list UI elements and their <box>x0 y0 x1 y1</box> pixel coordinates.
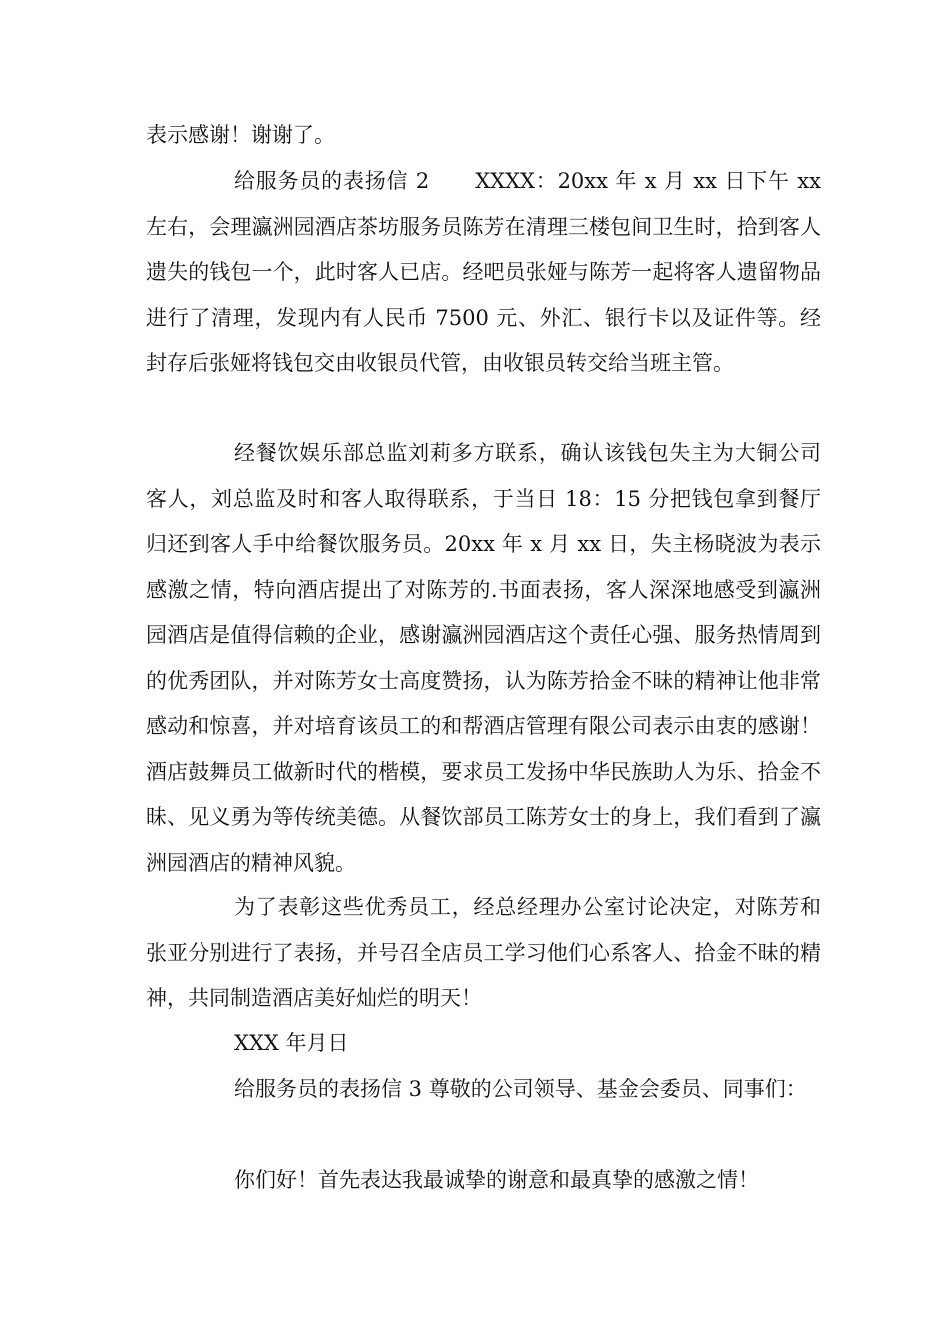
closing-fragment: 表示感谢！谢谢了。 <box>146 123 335 147</box>
letter3-opening: 给服务员的表扬信 3 尊敬的公司领导、基金会委员、同事们： <box>234 1077 807 1101</box>
letter2-body-block <box>146 431 821 886</box>
closing-fragment-block <box>146 113 821 159</box>
letter3-paragraph-1: 你们好！首先表达我最诚挚的谢意和最真挚的感激之情！ <box>234 1168 759 1192</box>
letter3-body-block <box>146 1158 821 1204</box>
letter2-signature-block <box>146 1021 821 1067</box>
letter3-opening-block <box>146 1067 821 1113</box>
letter2-paragraph-1 <box>146 159 821 387</box>
letter2-paragraph-3: 为了表彰这些优秀员工，经总经理办公室讨论决定，对陈芳和张亚分别进行了表扬，并号召全店员工学习他们心系客人、拾金不昧的精神，共同制造酒店美好灿烂的明天！ <box>146 895 821 1010</box>
letter2-paragraph-1-text: XXXX：20xx 年 x 月 xx 日下午 xx 左右，会理瀛洲园酒店茶坊服务员陈芳在清理三楼包间卫生时，拾到客人遗失的钱包一个，此时客人已店。经吧员张娅与陈芳一起将客人遗留物品进行了清理，发现内有人民币 7500 元、外汇、银行卡以及证件等。经封存后张娅将钱包交由收银员代管，由收银员转交给当班主管。 <box>146 169 821 375</box>
letter2-intro-block <box>146 159 821 387</box>
letter2-signature: XXX 年月日 <box>234 1031 349 1055</box>
letter2-heading: 给服务员的表扬信 2 <box>234 169 430 193</box>
letter2-paragraph-2: 经餐饮娱乐部总监刘莉多方联系，确认该钱包失主为大铜公司客人，刘总监及时和客人取得联系，于当日 18：15 分把钱包拿到餐厅归还到客人手中给餐饮服务员。20xx 年 x 月 xx 日，失主杨晓波为表示感激之情，特向酒店提出了对陈芳的.书面表扬，客人深深地感受到瀛洲园酒店是值得信赖的企业，感谢瀛洲园酒店这个责任心强、服务热情周到的优秀团队，并对陈芳女士高度赞扬，认为陈芳拾金不昧的精神让他非常感动和惊喜，并对培育该员工的和帮酒店管理有限公司表示由衷的感谢！酒店鼓舞员工做新时代的楷模，要求员工发扬中华民族助人为乐、拾金不昧、见义勇为等传统美德。从餐饮部员工陈芳女士的身上，我们看到了瀛洲园酒店的精神风貌。 <box>146 441 821 875</box>
letter2-decision-block <box>146 885 821 1022</box>
